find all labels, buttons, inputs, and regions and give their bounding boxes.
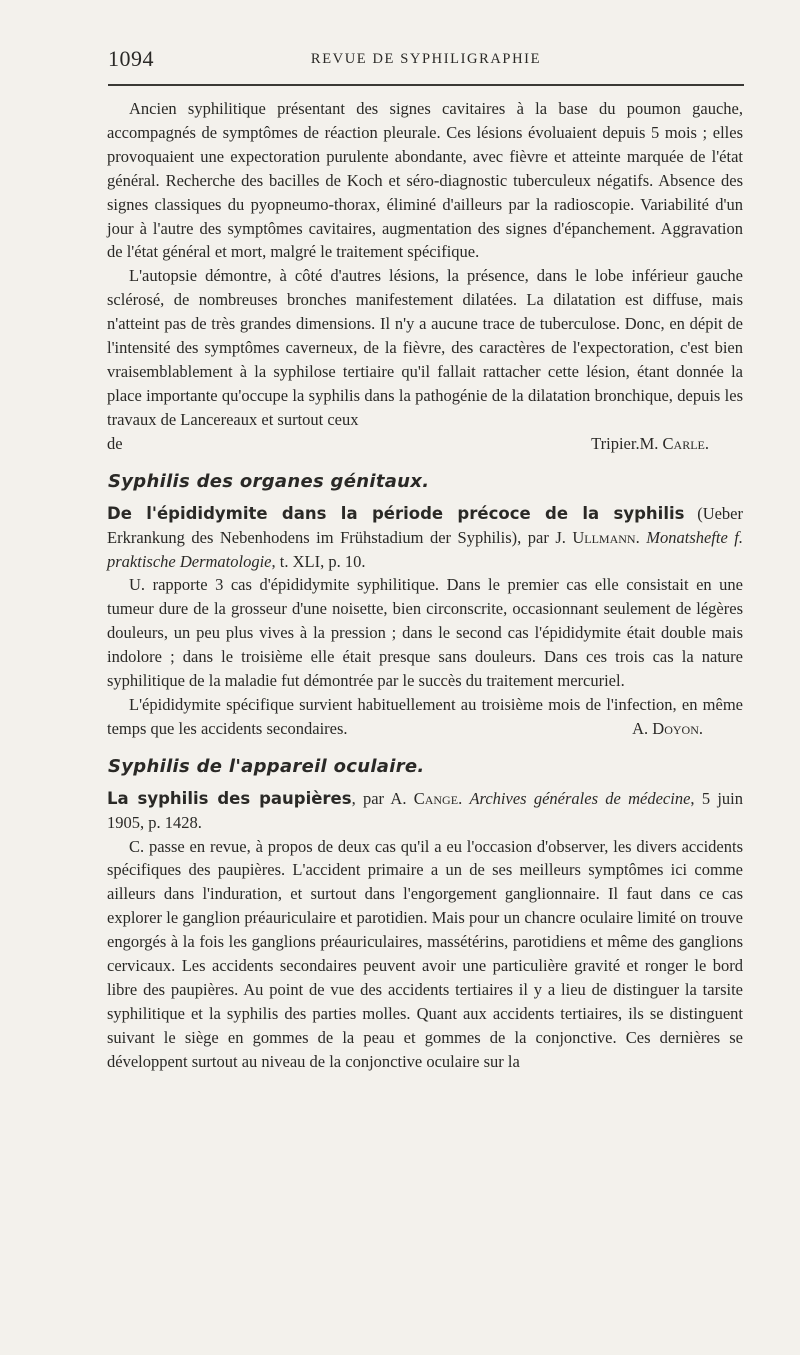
page-header <box>108 46 744 76</box>
article-reference <box>107 787 743 835</box>
page-number: 1094 <box>108 46 154 71</box>
signature-line <box>107 432 743 456</box>
article-paragraph <box>107 693 743 741</box>
reference-text: , par A. <box>351 788 414 808</box>
reference-text: , 5 juin 1905, p. 1428. <box>107 788 744 832</box>
article-paragraph: Ancien syphilitique présentant des signes cavitaires à la base du poumon gauche, accompagnés de symptômes de réaction pleurale. Ces lésions évoluaient depuis 5 mois ; elles provoquaient une expectoration purulente abondante, avec fièvre et atteinte marquée de l'état général. Recherche des bacilles de Koch et séro-diagnostic tuberculeux négatifs. Absence des signes classiques du pyopneumo-thorax, éliminé d'ailleurs par la radioscopie. Variabilité d'un jour à l'autre des symptômes cavitaires, augmentation des signes d'épanchement. Aggravation de l'état général et mort, malgré le traitement spécifique. <box>107 99 743 262</box>
section-heading: Syphilis de l'appareil oculaire. <box>108 755 425 777</box>
article-paragraph: L'autopsie démontre, à côté d'autres lésions, la présence, dans le lobe inférieur gauche sclérosé, de nombreuses bronches manifestement dilatées. La dilatation est diffuse, mais n'atteint pas de très grandes dimensions. Il n'y a aucune trace de tuberculose. Donc, en dépit de l'intensité des symptômes caverneux, de la fièvre, des caractères de l'expectoration, c'est bien vraisemblablement à la syphilose tertiaire qu'il fallait rattacher cette lésion, étant donnée la place importante qu'occupe la syphilis dans la pathogénie de la dilatation bronchique, depuis les travaux de Lancereaux et surtout ceux <box>107 266 743 429</box>
reference-journal: Archives générales de médecine <box>469 788 691 808</box>
reference-text: . <box>458 788 470 808</box>
paragraph-end: de Tripier. <box>107 433 640 453</box>
running-title: REVUE DE SYPHILIGRAPHIE <box>310 51 542 67</box>
article-title: La syphilis des paupières <box>107 788 352 808</box>
reference-text: (Ueber Erkrankung des Nebenhodens im Frühstadium der Syphilis), par J. <box>107 503 744 547</box>
paragraph-text: L'épididymite spécifique survient habituellement au troisième mois de l'infection, en même temps que les accidents secondaires. <box>107 694 743 738</box>
reference-author: Cange <box>413 788 459 808</box>
author-signature: M. Carle. <box>639 433 709 453</box>
reference-author: Ullmann <box>572 527 636 547</box>
author-signature: A. Doyon. <box>632 718 703 738</box>
article-paragraph: C. passe en revue, à propos de deux cas qu'il a eu l'occasion d'observer, les divers accidents spécifiques des paupières. L'accident primaire a un de ses meilleurs symptômes ici comme ailleurs dans l'induration, et surtout dans l'engorgement ganglionnaire. Il faut dans ce cas explorer le ganglion préauriculaire et parotidien. Mais pour un chancre oculaire limité on trouve engorgés à la fois les ganglions préauriculaires, massétérins, parotidiens et même des ganglions cervicaux. Les accidents secondaires peuvent avoir une particulière gravité et ronger le bord libre des paupières. Au point de vue des accidents tertiaires il y a lieu de distinguer la tarsite syphilitique et la syphilis des parties molles. Quant aux accidents tertiaires, ils se distinguent suivant le siège en gommes de la peau et gommes de la conjonctive. Ces dernières se développent surtout au niveau de la conjonctive oculaire sur la <box>107 836 743 1071</box>
reference-text: , t. XLI, p. 10. <box>271 551 366 571</box>
article-reference <box>107 502 743 574</box>
page-body <box>107 97 743 1074</box>
reference-text: . <box>635 527 647 547</box>
article-paragraph: U. rapporte 3 cas d'épididymite syphilitique. Dans le premier cas elle consistait en une tumeur dure de la grosseur d'une noisette, bien circonscrite, occasionnant seulement de légères douleurs, un peu plus vives à la pression ; dans le second cas l'épididymite était double mais indolore ; dans le troisième elle était presque sans douleurs. Dans ces trois cas la nature syphilitique de la maladie fut démontrée par le succès du traitement mercuriel. <box>107 575 743 691</box>
reference-journal: Monatshefte f. praktische Dermatologie <box>107 527 744 571</box>
section-heading: Syphilis des organes génitaux. <box>108 470 430 492</box>
article-title: De l'épididymite dans la période précoce de la syphilis <box>107 503 685 523</box>
header-rule <box>108 84 744 86</box>
